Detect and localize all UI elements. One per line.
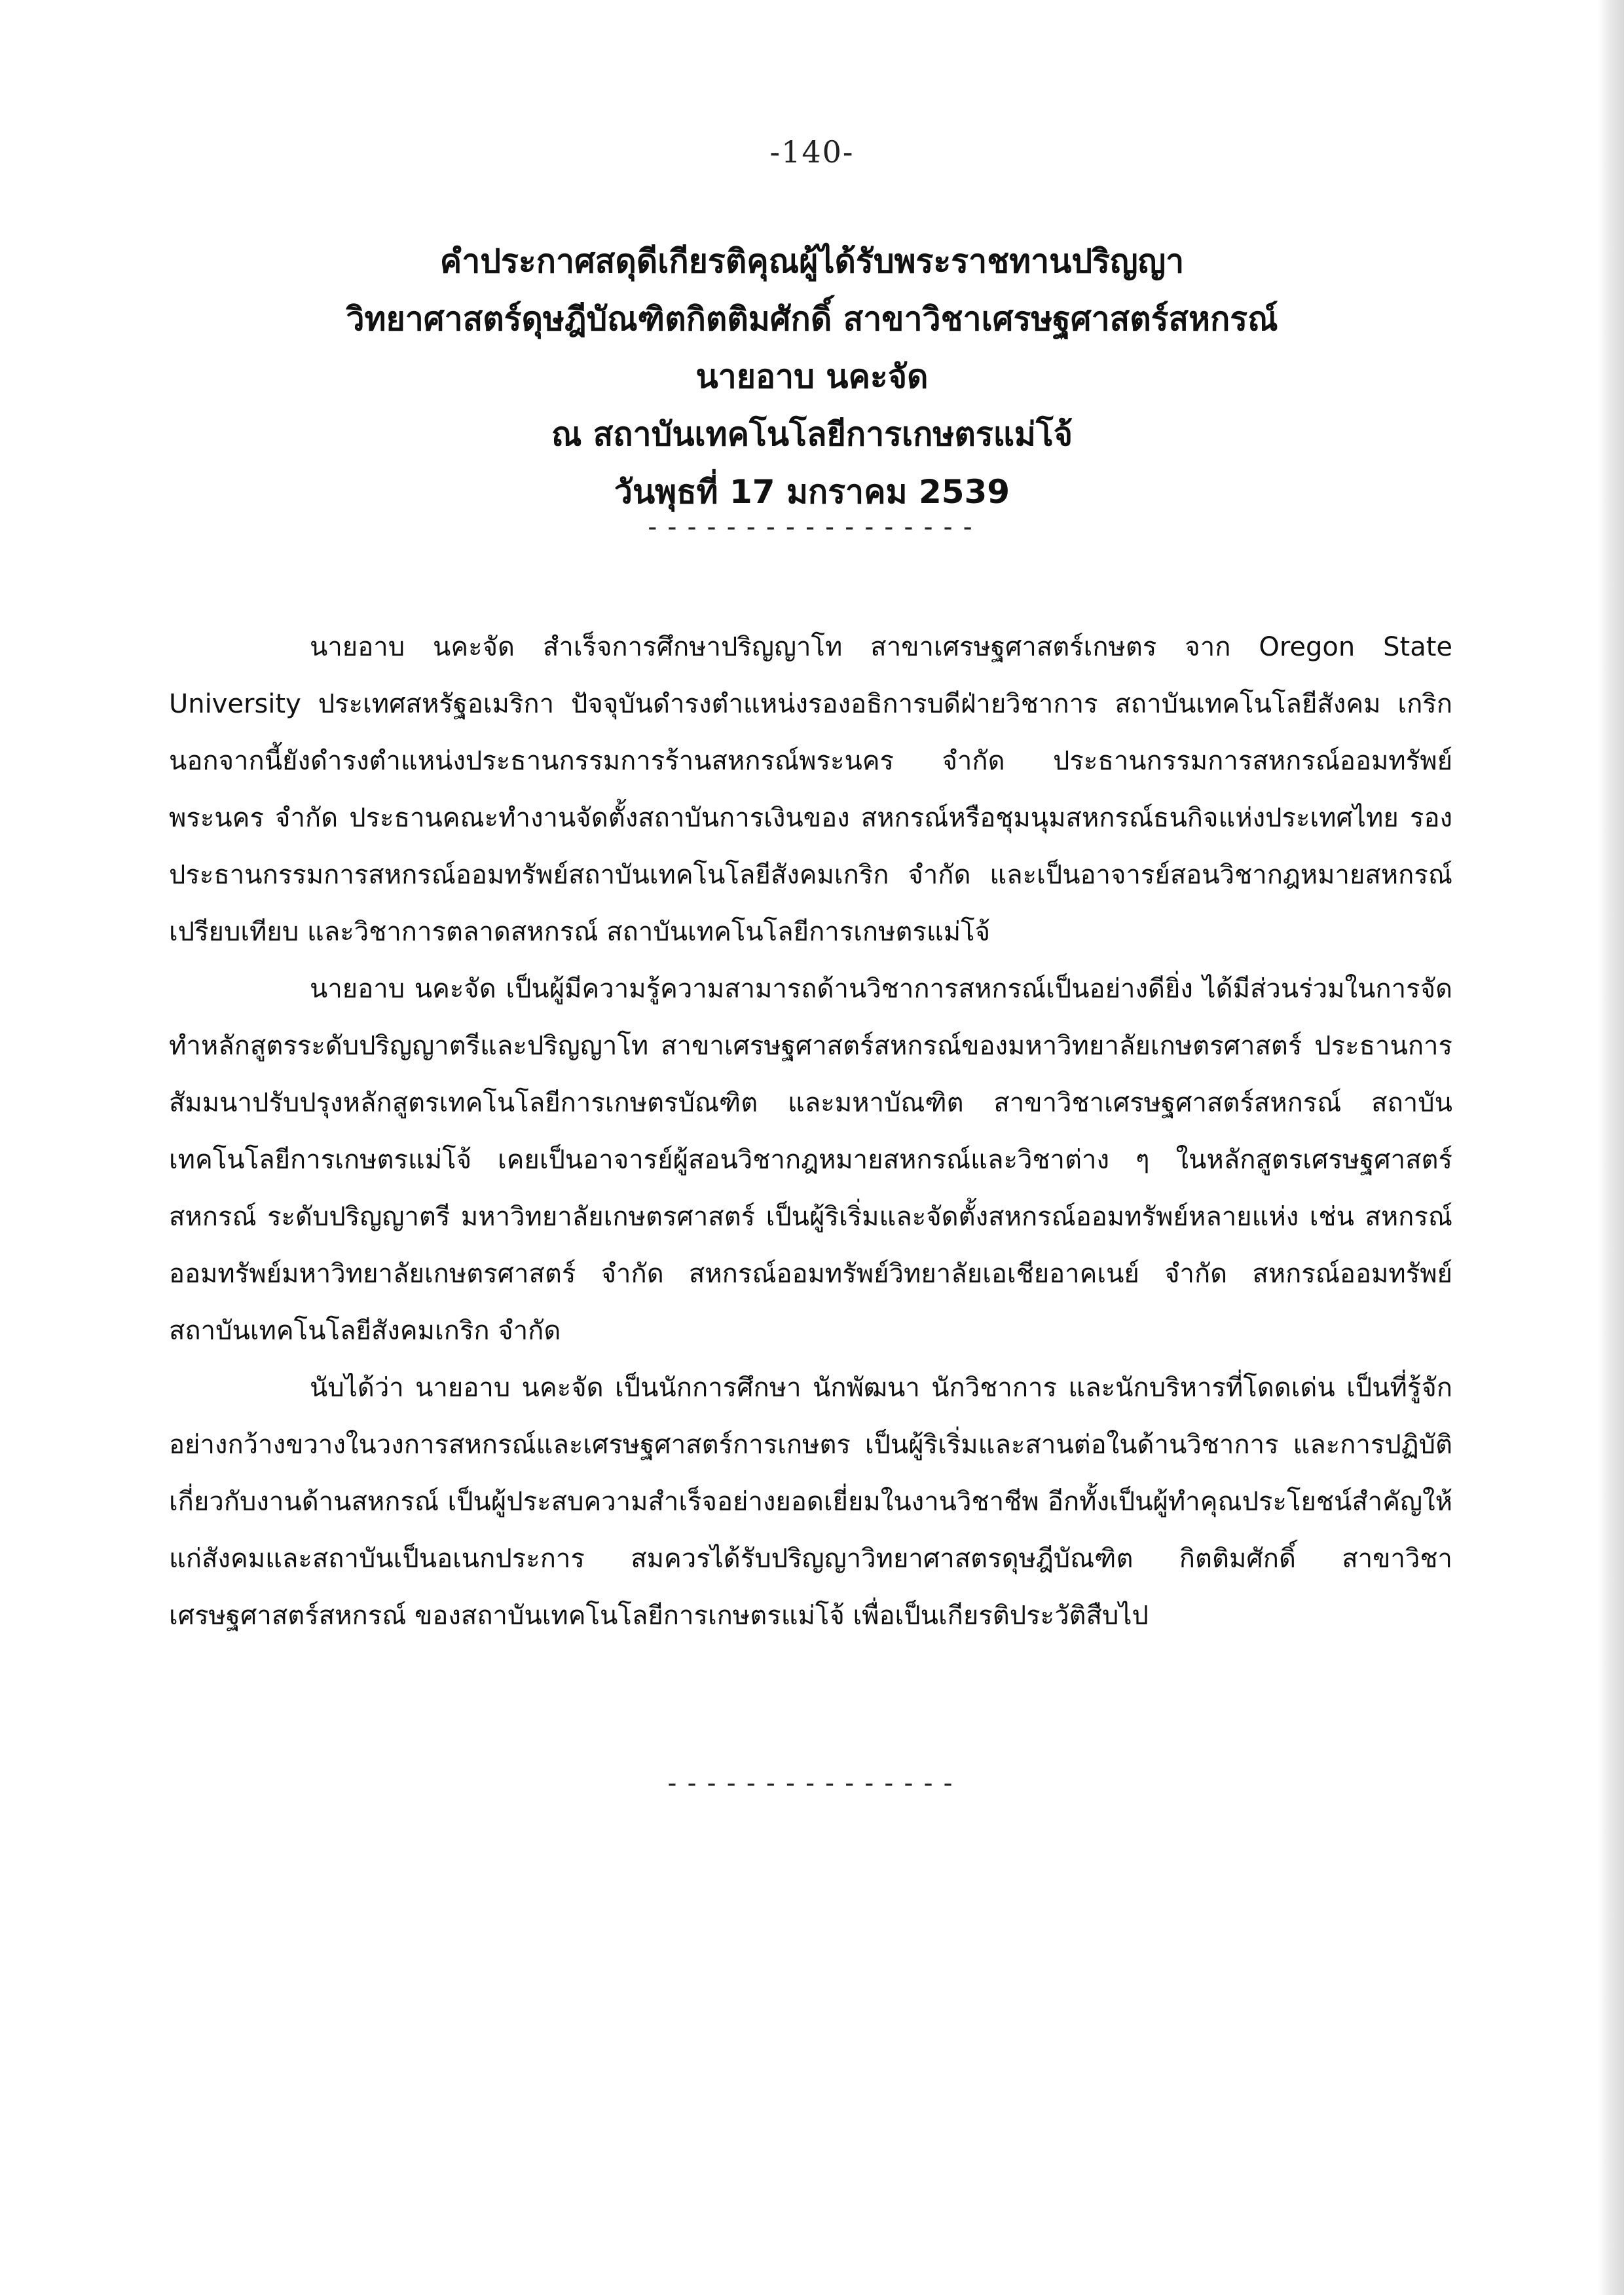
heading-recipient-name: นายอาบ นคะจัด — [695, 358, 929, 396]
page-edge-shadow — [1598, 0, 1624, 2295]
heading-date: วันพุธที่ 17 มกราคม 2539 — [614, 473, 1010, 511]
heading-degree: วิทยาศาสตร์ดุษฎีบัณฑิตกิตติมศักดิ์ สาขาวิชาเศรษฐศาสตร์สหกรณ์ — [346, 300, 1278, 338]
heading-title: คำประกาศสดุดีเกียรติคุณผู้ได้รับพระราชทานปริญญา — [439, 242, 1185, 280]
separator-bottom: --------------- — [664, 1768, 960, 1799]
separator-top: ----------------- — [644, 512, 980, 542]
paragraph-conclusion: นับได้ว่า นายอาบ นคะจัด เป็นนักการศึกษา นักพัฒนา นักวิชาการ และนักบริหารที่โดดเด่น เป็นที่รู้จักอย่างกว้างขวางในวงการสหกรณ์และเศรษฐศาสตร์การเกษตร เป็นผู้ริเริ่มและสานต่อในด้านวิชาการ และการปฏิบัติเกี่ยวกับงานด้านสหกรณ์ เป็นผู้ประสบความสำเร็จอย่างยอดเยี่ยมในงานวิชาชีพ อีกทั้งเป็นผู้ทำคุณประโยชน์สำคัญให้แก่สังคมและสถาบันเป็นอเนกประการ สมควรได้รับปริญญาวิทยาศาสตรดุษฎีบัณฑิต กิตติมศักดิ์ สาขาวิชาเศรษฐศาสตร์สหกรณ์ ของสถาบันเทคโนโลยีการเกษตรแม่โจ้ เพื่อเป็นเกียรติประวัติสืบไป — [169, 1373, 1452, 1631]
citation-body — [169, 619, 1452, 1645]
paragraph-education-positions: นายอาบ นคะจัด สำเร็จการศึกษาปริญญาโท สาขาเศรษฐศาสตร์เกษตร จาก Oregon State University ประเทศสหรัฐอเมริกา ปัจจุบันดำรงตำแหน่งรองอธิการบดีฝ่ายวิชาการ สถาบันเทคโนโลยีสังคม เกริก นอกจากนี้ยังดำรงตำแหน่งประธานกรรมการร้านสหกรณ์พระนคร จำกัด ประธานกรรมการสหกรณ์ออมทรัพย์พระนคร จำกัด ประธานคณะทำงานจัดตั้งสถาบันการเงินของ สหกรณ์หรือชุมนุมสหกรณ์ธนกิจแห่งประเทศไทย รองประธานกรรมการสหกรณ์ออมทรัพย์สถาบันเทคโนโลยีสังคมเกริก จำกัด และเป็นอาจารย์สอนวิชากฎหมายสหกรณ์เปรียบเทียบ และวิชาการตลาดสหกรณ์ สถาบันเทคโนโลยีการเกษตรแม่โจ้ — [169, 632, 1452, 947]
heading-institution: ณ สถาบันเทคโนโลยีการเกษตรแม่โจ้ — [551, 415, 1073, 453]
paragraph-academic-contributions: นายอาบ นคะจัด เป็นผู้มีความรู้ความสามารถด้านวิชาการสหกรณ์เป็นอย่างดียิ่ง ได้มีส่วนร่วมในการจัดทำหลักสูตรระดับปริญญาตรีและปริญญาโท สาขาเศรษฐศาสตร์สหกรณ์ของมหาวิทยาลัยเกษตรศาสตร์ ประธานการสัมมนาปรับปรุงหลักสูตรเทคโนโลยีการเกษตรบัณฑิต และมหาบัณฑิต สาขาวิชาเศรษฐศาสตร์สหกรณ์ สถาบันเทคโนโลยีการเกษตรแม่โจ้ เคยเป็นอาจารย์ผู้สอนวิชากฎหมายสหกรณ์และวิชาต่าง ๆ ในหลักสูตรเศรษฐศาสตร์สหกรณ์ ระดับปริญญาตรี มหาวิทยาลัยเกษตรศาสตร์ เป็นผู้ริเริ่มและจัดตั้งสหกรณ์ออมทรัพย์หลายแห่ง เช่น สหกรณ์ออมทรัพย์มหาวิทยาลัยเกษตรศาสตร์ จำกัด สหกรณ์ออมทรัพย์วิทยาลัยเอเชียอาคเนย์ จำกัด สหกรณ์ออมทรัพย์สถาบันเทคโนโลยีสังคมเกริก จำกัด — [169, 974, 1452, 1346]
page-number: -140- — [769, 134, 855, 170]
